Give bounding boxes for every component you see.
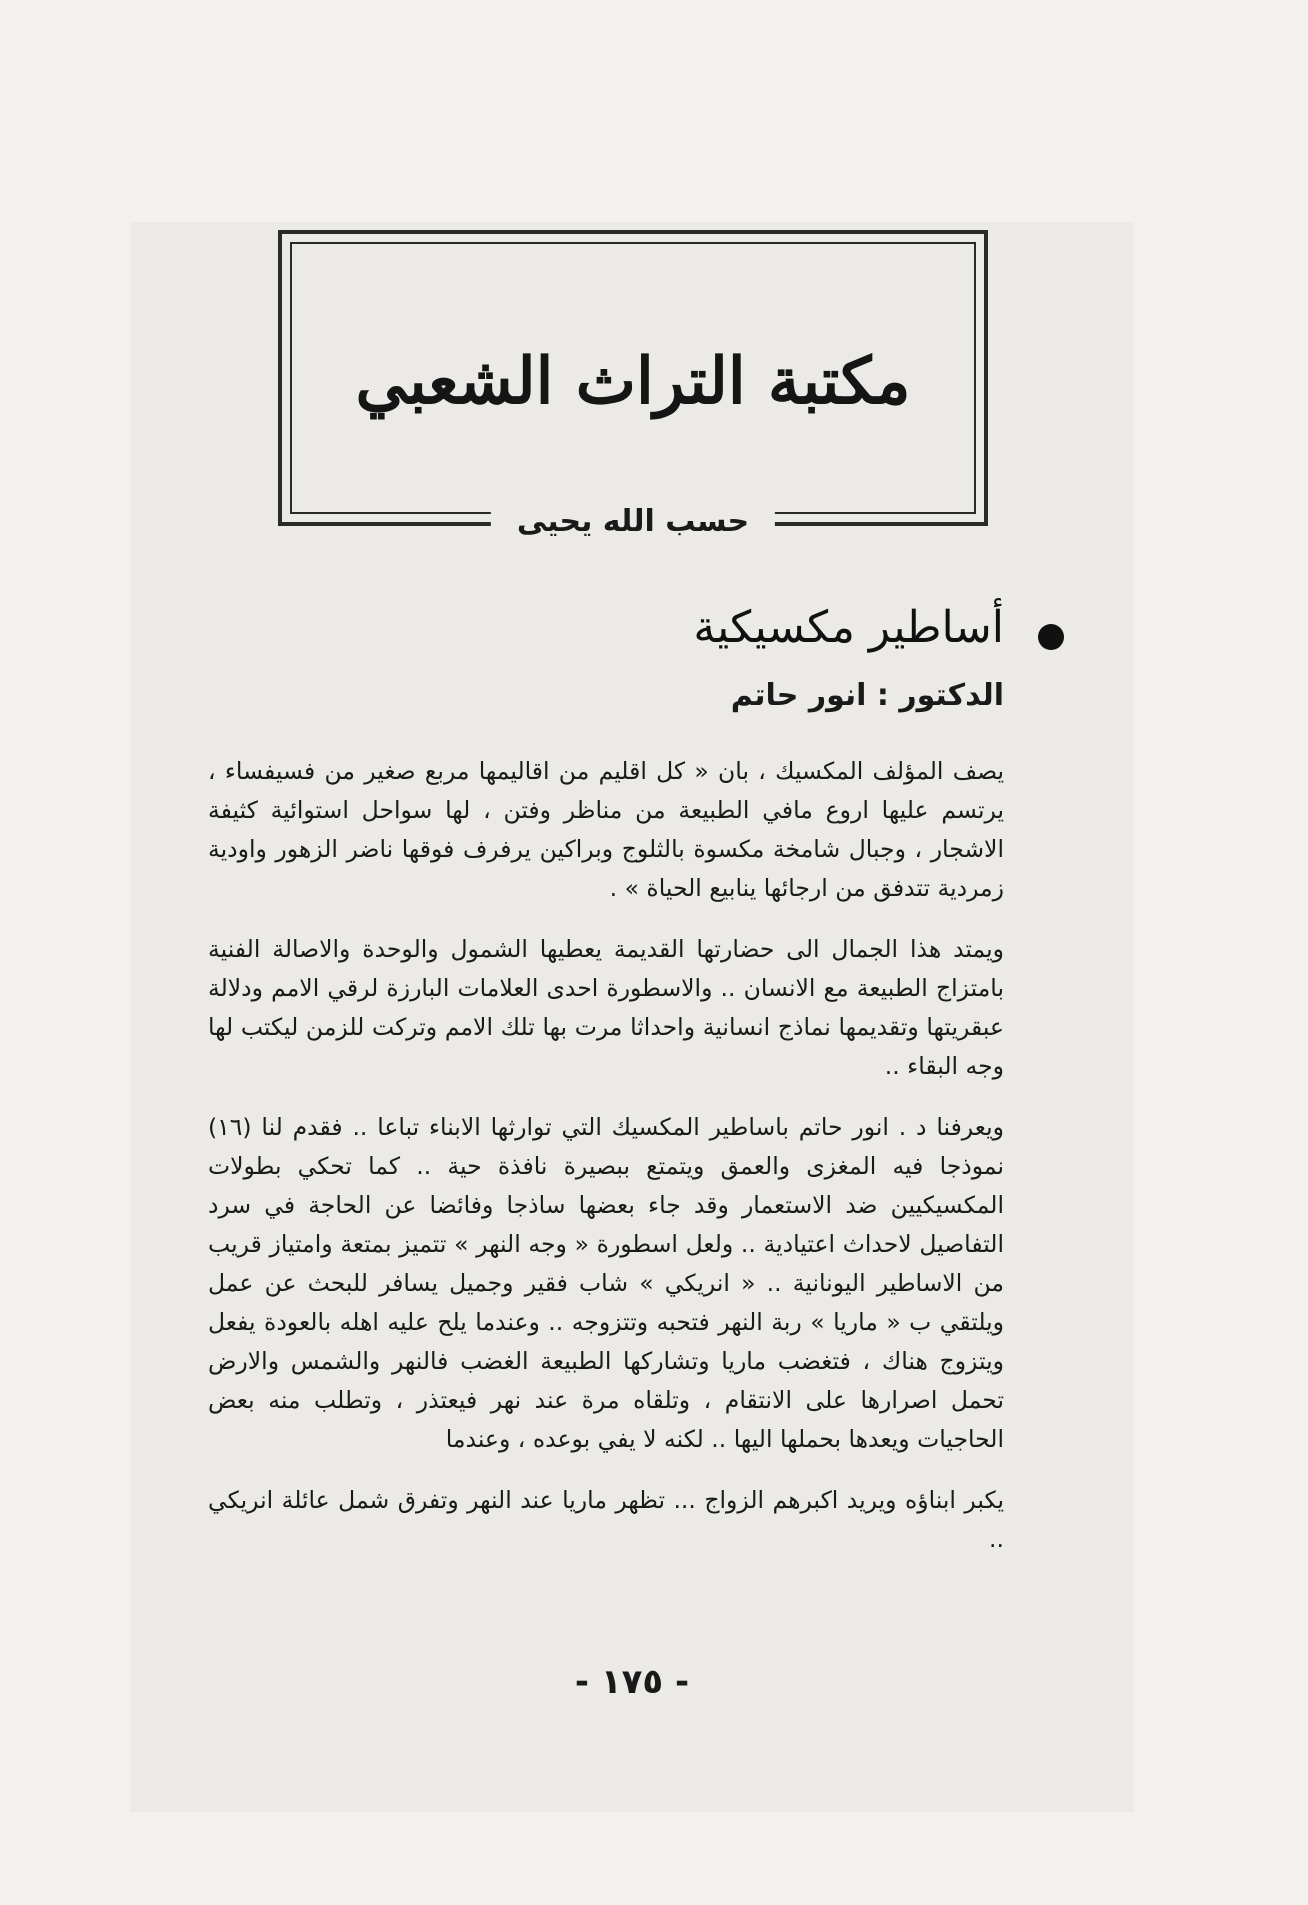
document-page <box>130 222 1134 1812</box>
paragraph: يصف المؤلف المكسيك ، بان « كل اقليم من اقاليمها مربع صغير من فسيفساء ، يرتسم عليها اروع مافي الطبيعة من مناظر وفتن ، لها سواحل استوائية كثيفة الاشجار ، وجبال شامخة مكسوة بالثلوج وبراكين يرفرف فوقها ناضر الزهور واودية زمردية تتدفق من ارجائها ينابيع الحياة » . <box>208 757 1004 902</box>
paragraph: ويعرفنا د . انور حاتم باساطير المكسيك التي توارثها الابناء تباعا .. فقدم لنا (١٦) نموذجا فيه المغزى والعمق ويتمتع ببصيرة نافذة حية .. كما تحكي بطولات المكسيكيين ضد الاستعمار وقد جاء بعضها ساذجا وفائضا عن الحاجة في سرد التفاصيل لاحداث اعتيادية .. ولعل اسطورة « وجه النهر » تتميز بمتعة وامتياز قريب من الاساطير اليونانية .. « انريكي » شاب فقير وجميل يسافر للبحث عن عمل ويلتقي ب « ماريا » ربة النهر فتحبه وتتزوجه .. وعندما يلح عليه اهله بالعودة يفعل ويتزوج هناك ، فتغضب ماريا وتشاركها الطبيعة الغضب فالنهر والشمس والارض تحمل اصرارها على الانتقام ، وتلقاه مرة عند نهر فيعتذر ، وتطلب منه بعض الحاجيات ويعدها بحملها اليها .. لكنه لا يفي بوعده ، وعندما <box>208 1113 1004 1453</box>
article-author: الدكتور : انور حاتم <box>730 678 1004 713</box>
title-frame <box>278 230 988 539</box>
bullet-icon <box>1038 624 1064 650</box>
paragraph: ويمتد هذا الجمال الى حضارتها القديمة يعطيها الشمول والوحدة والاصالة الفنية بامتزاج الطبيعة مع الانسان .. والاسطورة احدى العلامات البارزة لرقي الامم ودلالة عبقريتها وتقديمها نماذج انسانية واحداثا مرت بها تلك الامم وتركت للزمن ليكتب لها وجه البقاء .. <box>208 935 1004 1080</box>
article-body <box>208 752 1004 1581</box>
article-title: أساطير مكسيكية <box>693 602 1004 653</box>
section-title: مكتبة التراث الشعبي <box>355 344 911 419</box>
section-author: حسب الله يحيى <box>491 504 775 539</box>
paragraph: يكبر ابناؤه ويريد اكبرهم الزواج ... تظهر ماريا عند النهر وتفرق شمل عائلة انريكي .. <box>208 1486 1004 1553</box>
page-number: - ١٧٥ - <box>574 1662 690 1702</box>
